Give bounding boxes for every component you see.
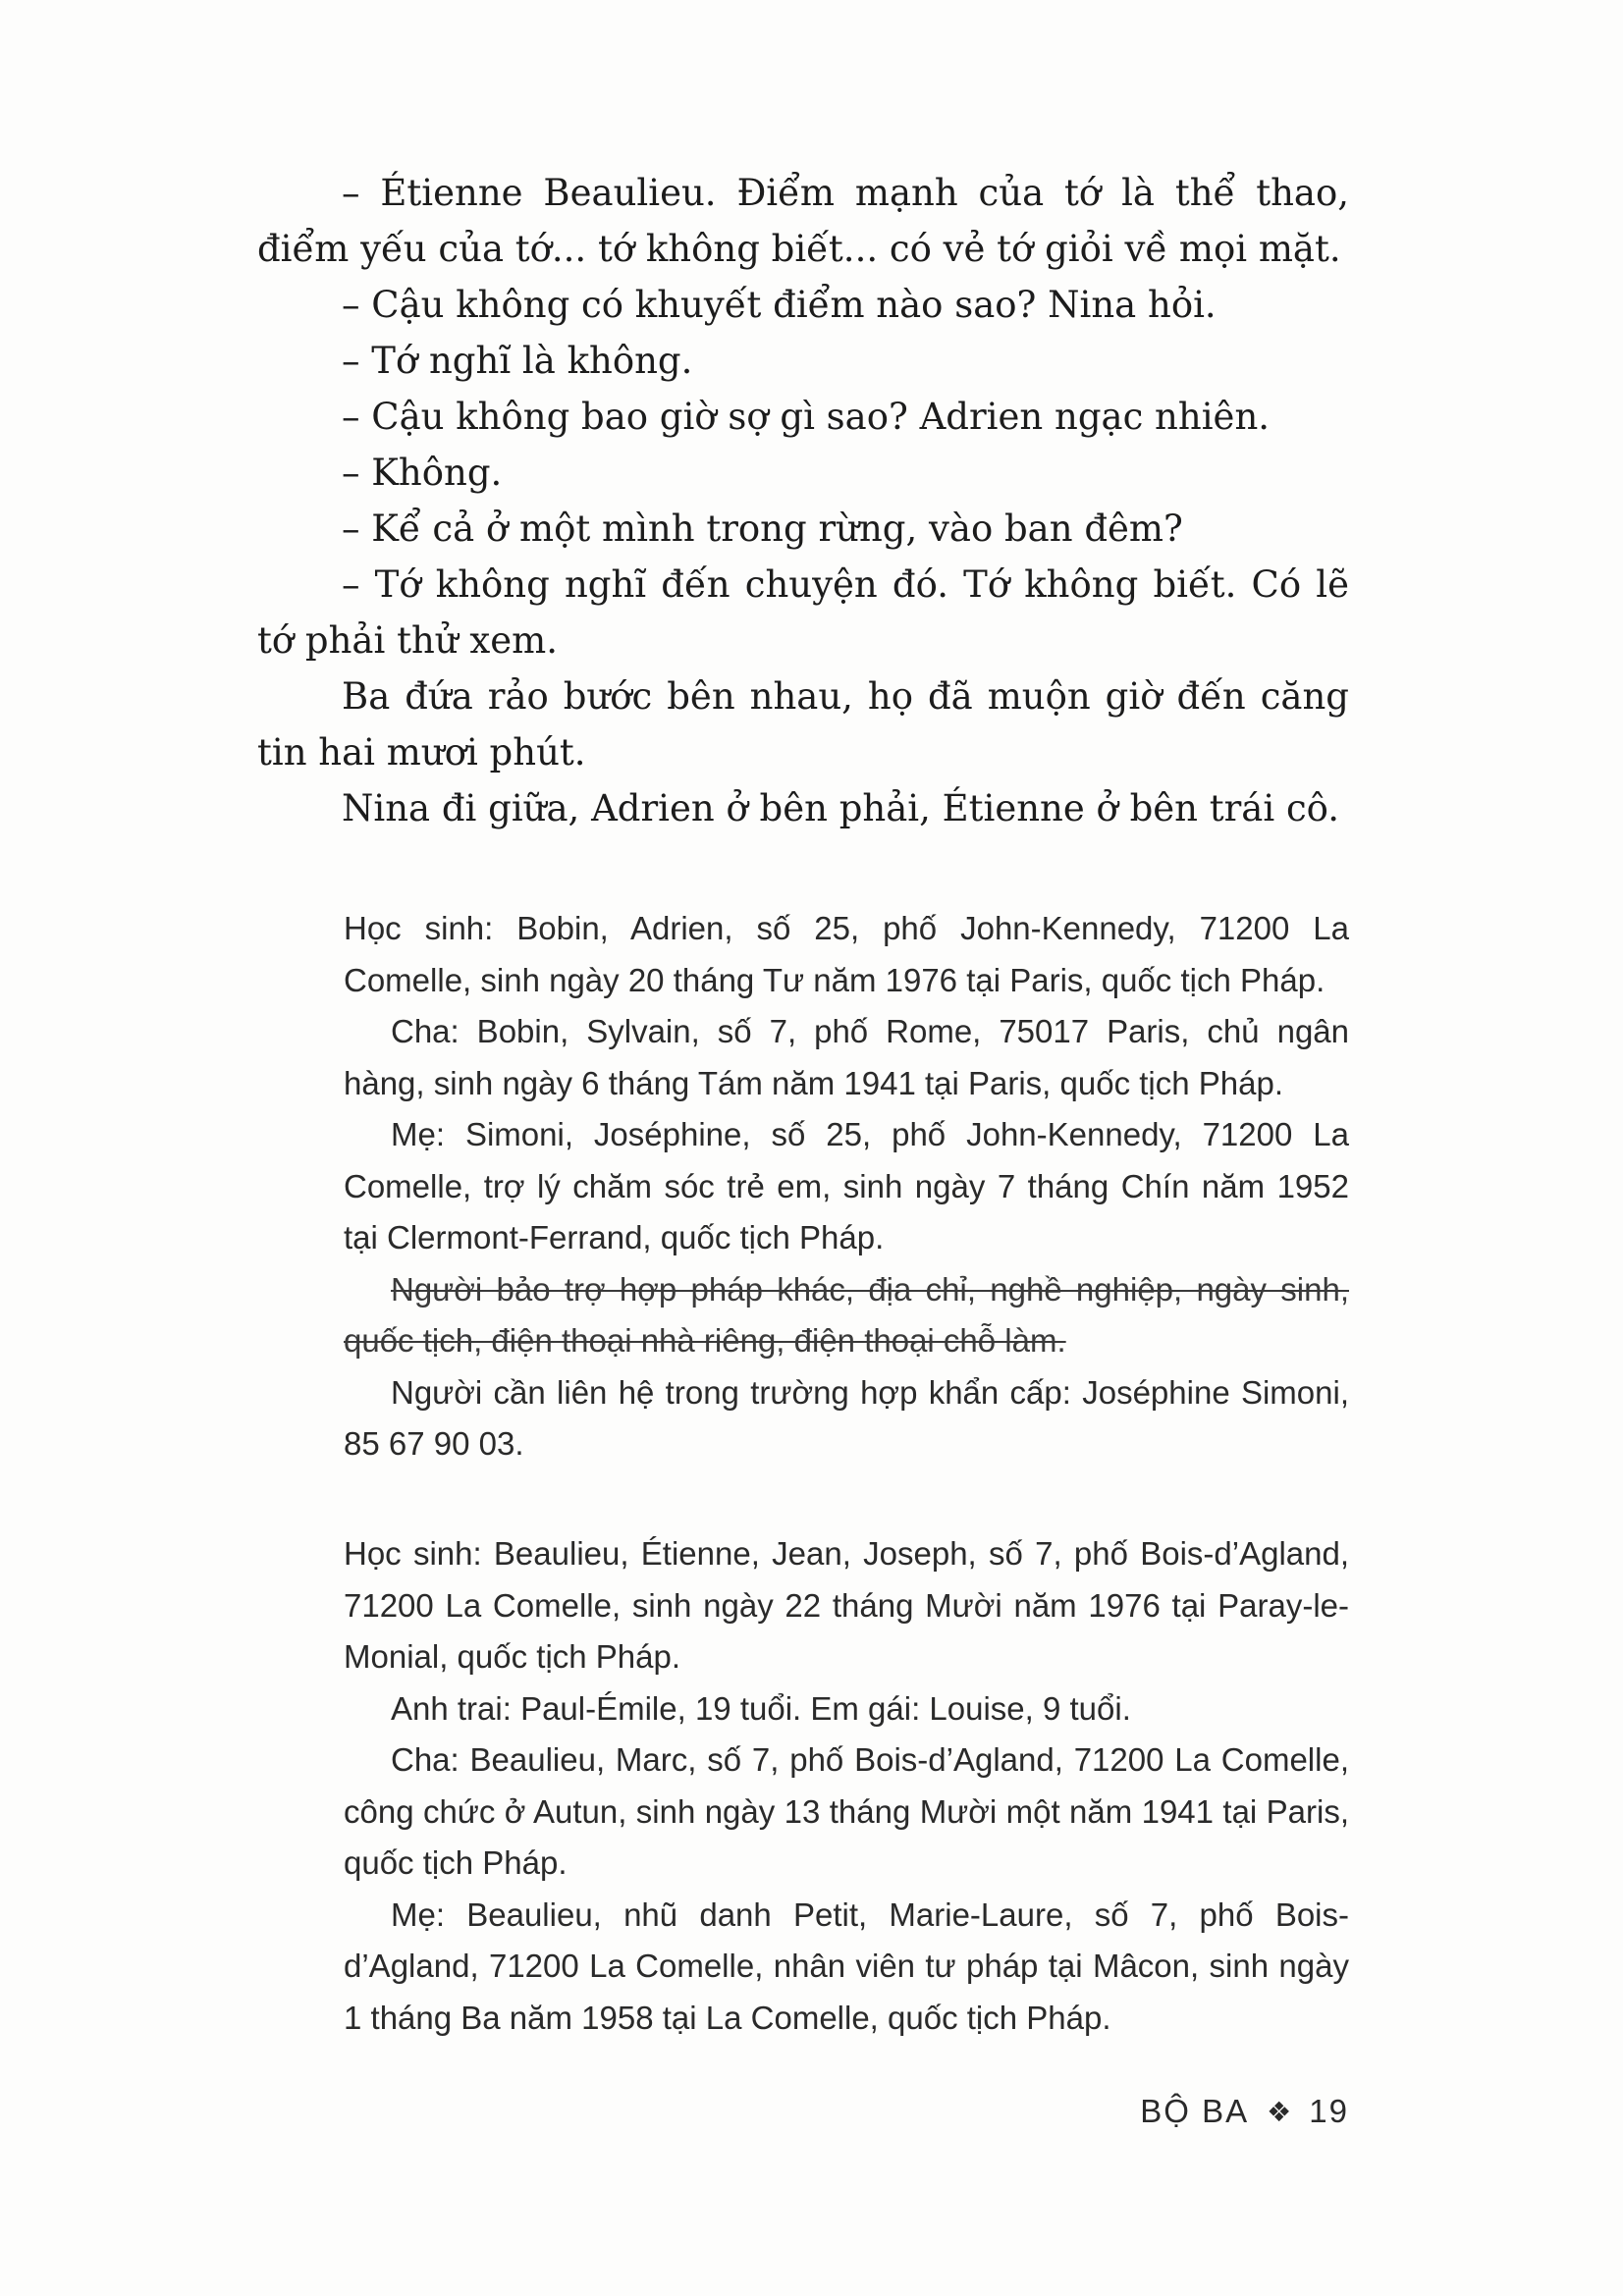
student-record-adrien <box>344 903 1349 1470</box>
page-footer <box>1140 2093 1349 2130</box>
record-father-line: Cha: Beaulieu, Marc, số 7, phố Bois-d’Agland, 71200 La Comelle, công chức ở Autun, sinh ngày 13 tháng Mười một năm 1941 tại Paris, quốc tịch Pháp. <box>344 1741 1349 1881</box>
narrative-text <box>257 165 1349 836</box>
dialogue-line: – Étienne Beaulieu. Điểm mạnh của tớ là thể thao, điểm yếu của tớ... tớ không biết... có vẻ tớ giỏi về mọi mặt. <box>257 172 1349 270</box>
running-title: BỘ BA <box>1140 2093 1250 2129</box>
dialogue-line: – Cậu không bao giờ sợ gì sao? Adrien ngạc nhiên. <box>342 396 1271 438</box>
record-mother-line: Mẹ: Beaulieu, nhũ danh Petit, Marie-Laure, số 7, phố Bois-d’Agland, 71200 La Comelle, nhân viên tư pháp tại Mâcon, sinh ngày 1 tháng Ba năm 1958 tại La Comelle, quốc tịch Pháp. <box>344 1896 1349 2036</box>
page-number: 19 <box>1309 2093 1349 2129</box>
record-siblings-line: Anh trai: Paul-Émile, 19 tuổi. Em gái: Louise, 9 tuổi. <box>391 1689 1131 1727</box>
student-record-etienne <box>344 1528 1349 2044</box>
record-student-line: Học sinh: Bobin, Adrien, số 25, phố John-Kennedy, 71200 La Comelle, sinh ngày 20 tháng Tư năm 1976 tại Paris, quốc tịch Pháp. <box>344 910 1349 998</box>
ornament-icon: ❖ <box>1267 2096 1292 2127</box>
record-father-line: Cha: Bobin, Sylvain, số 7, phố Rome, 75017 Paris, chủ ngân hàng, sinh ngày 6 tháng Tám năm 1941 tại Paris, quốc tịch Pháp. <box>344 1013 1349 1101</box>
record-student-line: Học sinh: Beaulieu, Étienne, Jean, Joseph, số 7, phố Bois-d’Agland, 71200 La Comelle, sinh ngày 22 tháng Mười năm 1976 tại Paray-le-Monial, quốc tịch Pháp. <box>344 1535 1349 1675</box>
dialogue-line: – Tớ nghĩ là không. <box>342 340 693 382</box>
dialogue-line: – Tớ không nghĩ đến chuyện đó. Tớ không biết. Có lẽ tớ phải thử xem. <box>257 563 1349 662</box>
record-mother-line: Mẹ: Simoni, Joséphine, số 25, phố John-Kennedy, 71200 La Comelle, trợ lý chăm sóc trẻ em, sinh ngày 7 tháng Chín năm 1952 tại Clermont-Ferrand, quốc tịch Pháp. <box>344 1116 1349 1255</box>
dialogue-line: – Không. <box>342 452 503 494</box>
record-emergency-contact-line: Người cần liên hệ trong trường hợp khẩn cấp: Joséphine Simoni, 85 67 90 03. <box>344 1373 1349 1462</box>
narrative-paragraph: Nina đi giữa, Adrien ở bên phải, Étienne ở bên trái cô. <box>342 787 1340 829</box>
narrative-paragraph: Ba đứa rảo bước bên nhau, họ đã muộn giờ đến căng tin hai mươi phút. <box>257 675 1349 774</box>
dialogue-line: – Kể cả ở một mình trong rừng, vào ban đêm? <box>342 507 1183 550</box>
dialogue-line: – Cậu không có khuyết điểm nào sao? Nina hỏi. <box>342 284 1217 326</box>
record-struck-guardian-line: Người bảo trợ hợp pháp khác, địa chỉ, nghề nghiệp, ngày sinh, quốc tịch, điện thoại nhà riêng, điện thoại chỗ làm. <box>344 1270 1349 1359</box>
